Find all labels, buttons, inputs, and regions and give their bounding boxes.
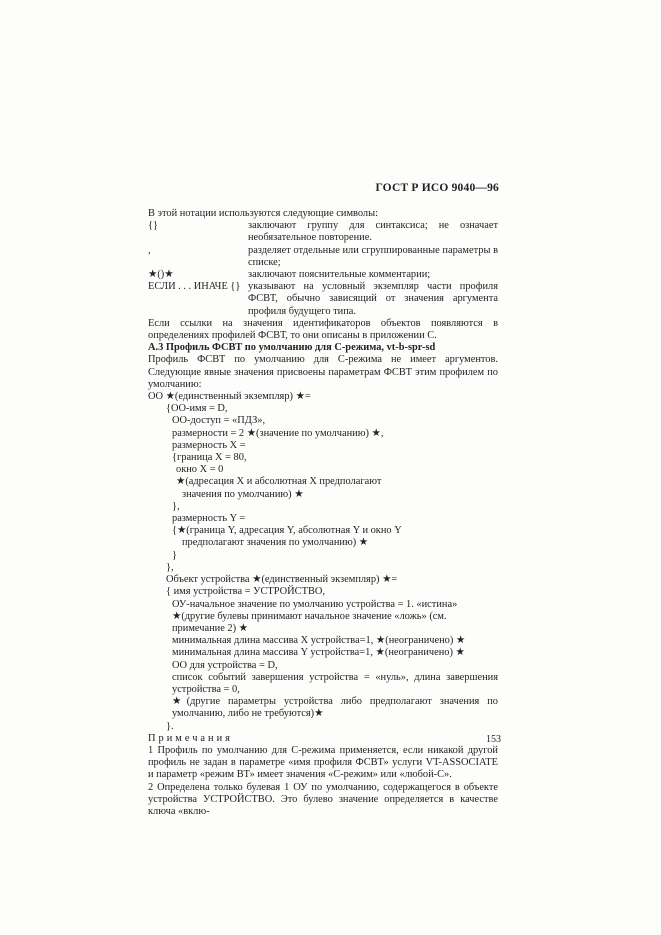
references-paragraph: Если ссылки на значения идентификаторов объектов появляются в определениях профилей ФСВТ, то они описаны в приложении С.: [148, 317, 498, 342]
intro-paragraph: В этой нотации используются следующие символы:: [148, 208, 378, 219]
section-paragraph: Профиль ФСВТ по умолчанию для С-режима не имеет аргументов. Следующие явные значения присвоены параметрам ФСВТ этим профилем по умолчанию:: [148, 354, 498, 390]
code-line: размерность Y =: [172, 513, 246, 525]
code-line: ★(адресация X и абсолютная X предполагают: [176, 476, 382, 488]
symbol-definition: [148, 281, 498, 318]
code-line: предполагают значения по умолчанию) ★: [182, 537, 369, 549]
code-line: {ОО-имя = D,: [166, 403, 228, 415]
code-line: ★(другие параметры устройства либо предполагают значения по умолчанию, либо не требуются)★: [172, 696, 498, 720]
code-line: Объект устройства ★(единственный экземпляр) ★=: [166, 574, 398, 586]
code-line: примечание 2) ★: [172, 622, 248, 634]
code-line: },: [166, 561, 174, 573]
code-line: }.: [166, 720, 174, 732]
note-2: 2 Определена только булевая 1 ОУ по умолчанию, содержащегося в объекте устройства УСТРОЙСТВО. Это булево значение определяется в качестве ключа «вклю-: [148, 781, 498, 817]
profile-definition: [148, 391, 498, 733]
note-1: 1 Профиль по умолчанию для С-режима применяется, если никакой другой профиль не задан в параметре «имя профиля ФСВТ» услуги VT-ASSOCIATE и параметр «режим ВТ» имеет значения «С-режим» или «любой-С».: [148, 744, 498, 781]
symbol-description: указывают на условный экземпляр части профиля ФСВТ, обычно зависящий от значения аргумента профиля будущего типа.: [248, 281, 498, 317]
symbol: ЕСЛИ . . . ИНАЧЕ {}: [148, 281, 241, 293]
code-line: минимальная длина массива Y устройства=1, ★(неограничено) ★: [172, 647, 465, 659]
code-line: },: [172, 500, 180, 512]
notes-title: Примечания: [148, 732, 233, 744]
symbol-definition: [148, 245, 498, 269]
page-content: [148, 208, 498, 818]
code-line: { имя устройства = УСТРОЙСТВО,: [166, 586, 325, 598]
code-line: ОО ★(единственный экземпляр) ★=: [148, 391, 311, 403]
symbol: ,: [148, 244, 151, 256]
symbol-definition: [148, 220, 498, 244]
code-line: {★(граница Y, адресация Y, абсолютная Y и окно Y: [172, 525, 402, 537]
code-line: размерности = 2 ★(значение по умолчанию) ★,: [172, 427, 384, 439]
symbol-description: разделяет отдельные или сгруппированные параметры в списке;: [248, 244, 498, 268]
document-header: ГОСТ Р ИСО 9040—96: [375, 182, 499, 194]
code-line: }: [172, 549, 177, 561]
page-number: 153: [486, 734, 501, 745]
code-line: значения по умолчанию) ★: [182, 488, 304, 500]
code-line: ОУ-начальное значение по умолчанию устройства = 1. «истина»: [172, 598, 458, 610]
code-line: размерность X =: [172, 439, 246, 451]
code-line: окно X = 0: [176, 464, 224, 476]
symbol: ★()★: [148, 269, 174, 281]
code-line: список событий завершения устройства = «нуль», длина завершения устройства = 0,: [172, 671, 498, 695]
code-line: ★(другие булевы принимают начальное значение «ложь» (см.: [172, 610, 447, 622]
code-line: ОО-доступ = «ПДЗ»,: [172, 415, 266, 427]
code-line: минимальная длина массива X устройства=1, ★(неограничено) ★: [172, 635, 466, 647]
code-line: {граница X = 80,: [172, 452, 247, 464]
section-title: А.3 Профиль ФСВТ по умолчанию для С-режима, vt-b-spr-sd: [148, 342, 436, 354]
symbol: {}: [148, 220, 158, 232]
symbol-description: заключают пояснительные комментарии;: [248, 269, 431, 281]
code-line: ОО для устройства = D,: [172, 659, 278, 671]
symbol-definition: [148, 269, 498, 281]
symbol-description: заключают группу для синтаксиса; не означает необязательное повторение.: [248, 220, 498, 244]
